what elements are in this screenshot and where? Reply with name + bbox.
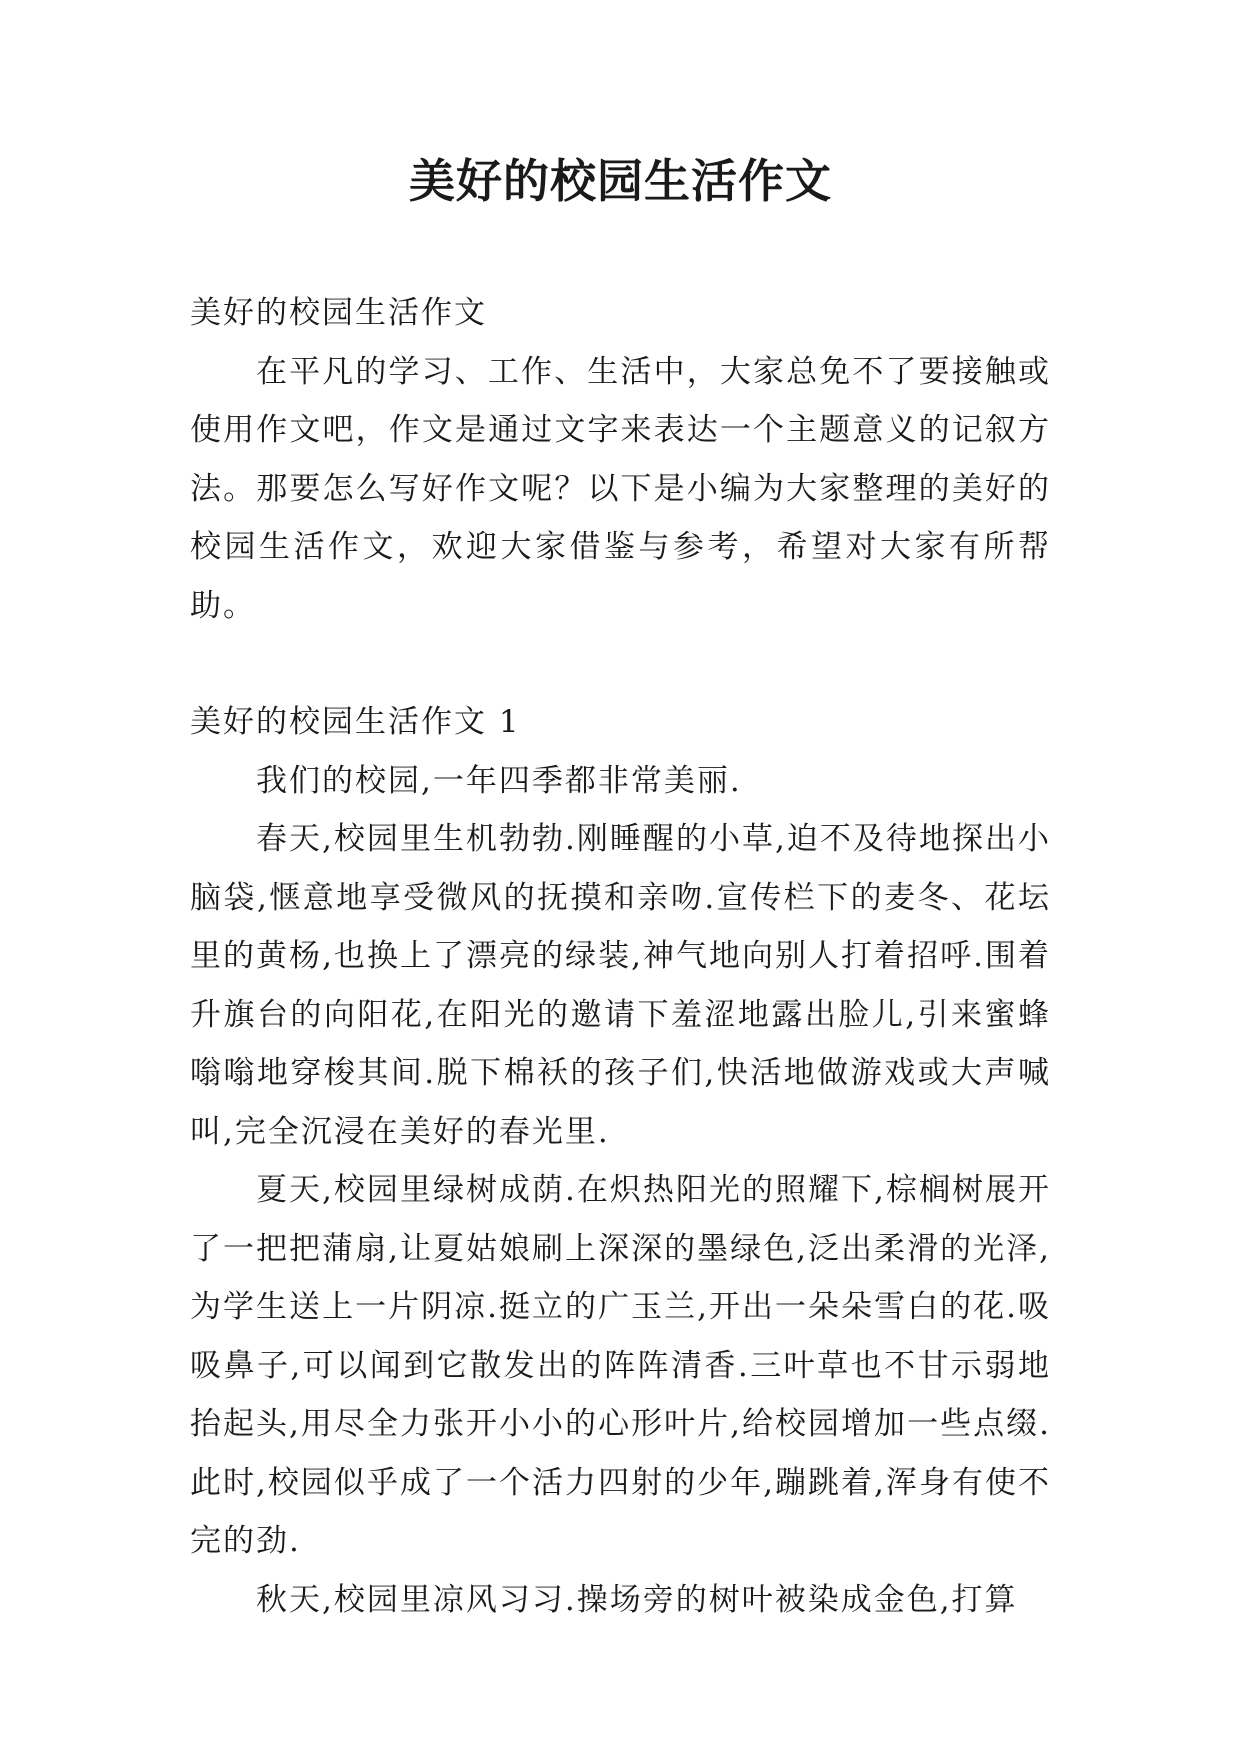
section-1-heading: 美好的校园生活作文 1 <box>190 704 521 740</box>
document-body <box>190 284 1051 1629</box>
section-1-paragraph-3: 夏天,校园里绿树成荫.在炽热阳光的照耀下,棕榈树展开了一把把蒲扇,让夏姑娘刷上深深的墨绿色,泛出柔滑的光泽,为学生送上一片阴凉.挺立的广玉兰,开出一朵朵雪白的花.吸吸鼻子,可以闻到它散发出的阵阵清香.三叶草也不甘示弱地抬起头,用尽全力张开小小的心形叶片,给校园增加一些点缀.此时,校园似乎成了一个活力四射的少年,蹦跳着,浑身有使不完的劲. <box>190 1172 1051 1559</box>
intro-paragraph: 在平凡的学习、工作、生活中，大家总免不了要接触或使用作文吧，作文是通过文字来表达一个主题意义的记叙方法。那要怎么写好作文呢？以下是小编为大家整理的美好的校园生活作文，欢迎大家借鉴与参考，希望对大家有所帮助。 <box>190 353 1051 624</box>
section-1-paragraph-1: 我们的校园,一年四季都非常美丽. <box>256 762 742 799</box>
section-gap <box>190 635 1051 693</box>
document-title: 美好的校园生活作文 <box>409 154 832 208</box>
section-1-paragraph-2: 春天,校园里生机勃勃.刚睡醒的小草,迫不及待地探出小脑袋,惬意地享受微风的抚摸和亲吻.宣传栏下的麦冬、花坛里的黄杨,也换上了漂亮的绿装,神气地向别人打着招呼.围着升旗台的向阳花,在阳光的邀请下羞涩地露出脸儿,引来蜜蜂嗡嗡地穿梭其间.脱下棉袄的孩子们,快活地做游戏或大声喊叫,完全沉浸在美好的春光里. <box>190 821 1051 1150</box>
intro-heading: 美好的校园生活作文 <box>190 295 487 331</box>
section-1-paragraph-4: 秋天,校园里凉风习习.操场旁的树叶被染成金色,打算 <box>256 1581 1018 1618</box>
